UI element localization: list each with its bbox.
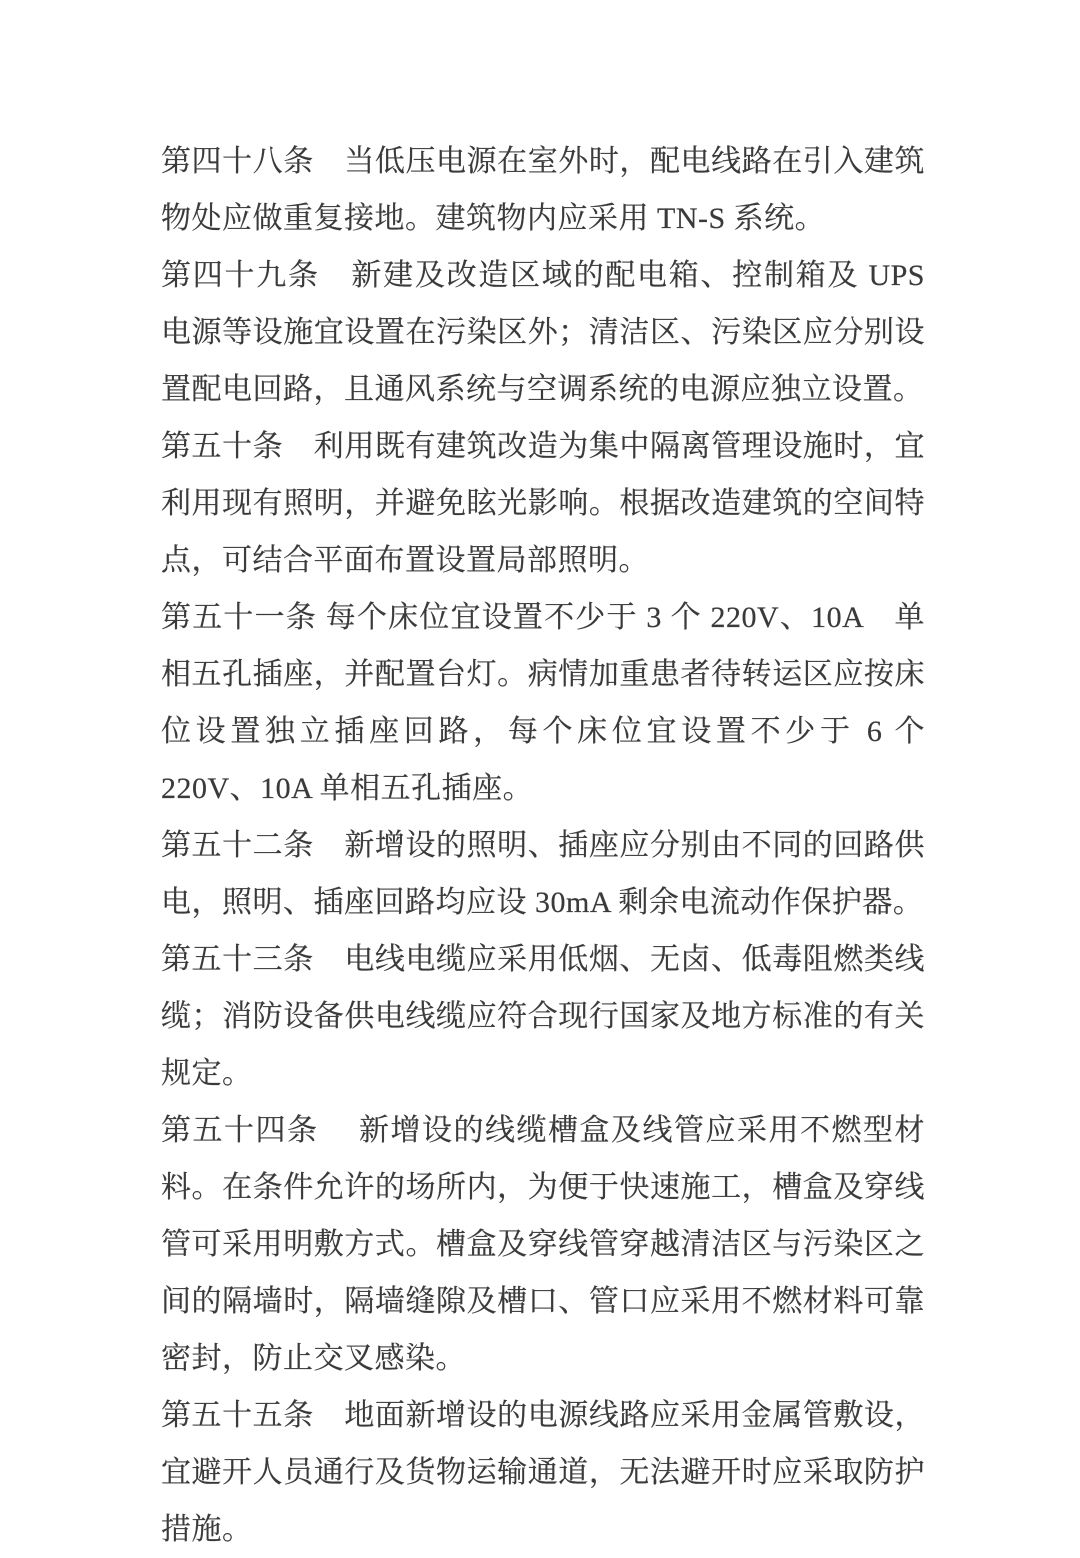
article-51-paragraph: 第五十一条 每个床位宜设置不少于 3 个 220V、10A 单相五孔插座，并配置台灯。病情加重患者待转运区应按床位设置独立插座回路，每个床位宜设置不少于 6 个 220V、10A 单相五孔插座。 (161, 601, 925, 805)
article-54-paragraph: 第五十四条 新增设的线缆槽盒及线管应采用不燃型材料。在条件允许的场所内，为便于快速施工，槽盒及穿线管可采用明敷方式。槽盒及穿线管穿越清洁区与污染区之间的隔墙时，隔墙缝隙及槽口、管口应采用不燃材料可靠密封，防止交叉感染。 (161, 1114, 925, 1375)
article-49-paragraph: 第四十九条 新建及改造区域的配电箱、控制箱及 UPS 电源等设施宜设置在污染区外；清洁区、污染区应分别设置配电回路，且通风系统与空调系统的电源应独立设置。 (161, 259, 925, 406)
document-body (161, 133, 925, 1558)
article-48-paragraph: 第四十八条 当低压电源在室外时，配电线路在引入建筑物处应做重复接地。建筑物内应采用 TN-S 系统。 (161, 145, 925, 235)
article-53-paragraph: 第五十三条 电线电缆应采用低烟、无卤、低毒阻燃类线缆；消防设备供电线缆应符合现行国家及地方标准的有关规定。 (161, 943, 925, 1090)
article-50-paragraph: 第五十条 利用既有建筑改造为集中隔离管理设施时，宜利用现有照明，并避免眩光影响。根据改造建筑的空间特点，可结合平面布置设置局部照明。 (161, 430, 925, 577)
article-52-paragraph: 第五十二条 新增设的照明、插座应分别由不同的回路供电，照明、插座回路均应设 30mA 剩余电流动作保护器。 (161, 829, 925, 919)
article-55-paragraph: 第五十五条 地面新增设的电源线路应采用金属管敷设，宜避开人员通行及货物运输通道，无法避开时应采取防护措施。 (161, 1399, 925, 1546)
